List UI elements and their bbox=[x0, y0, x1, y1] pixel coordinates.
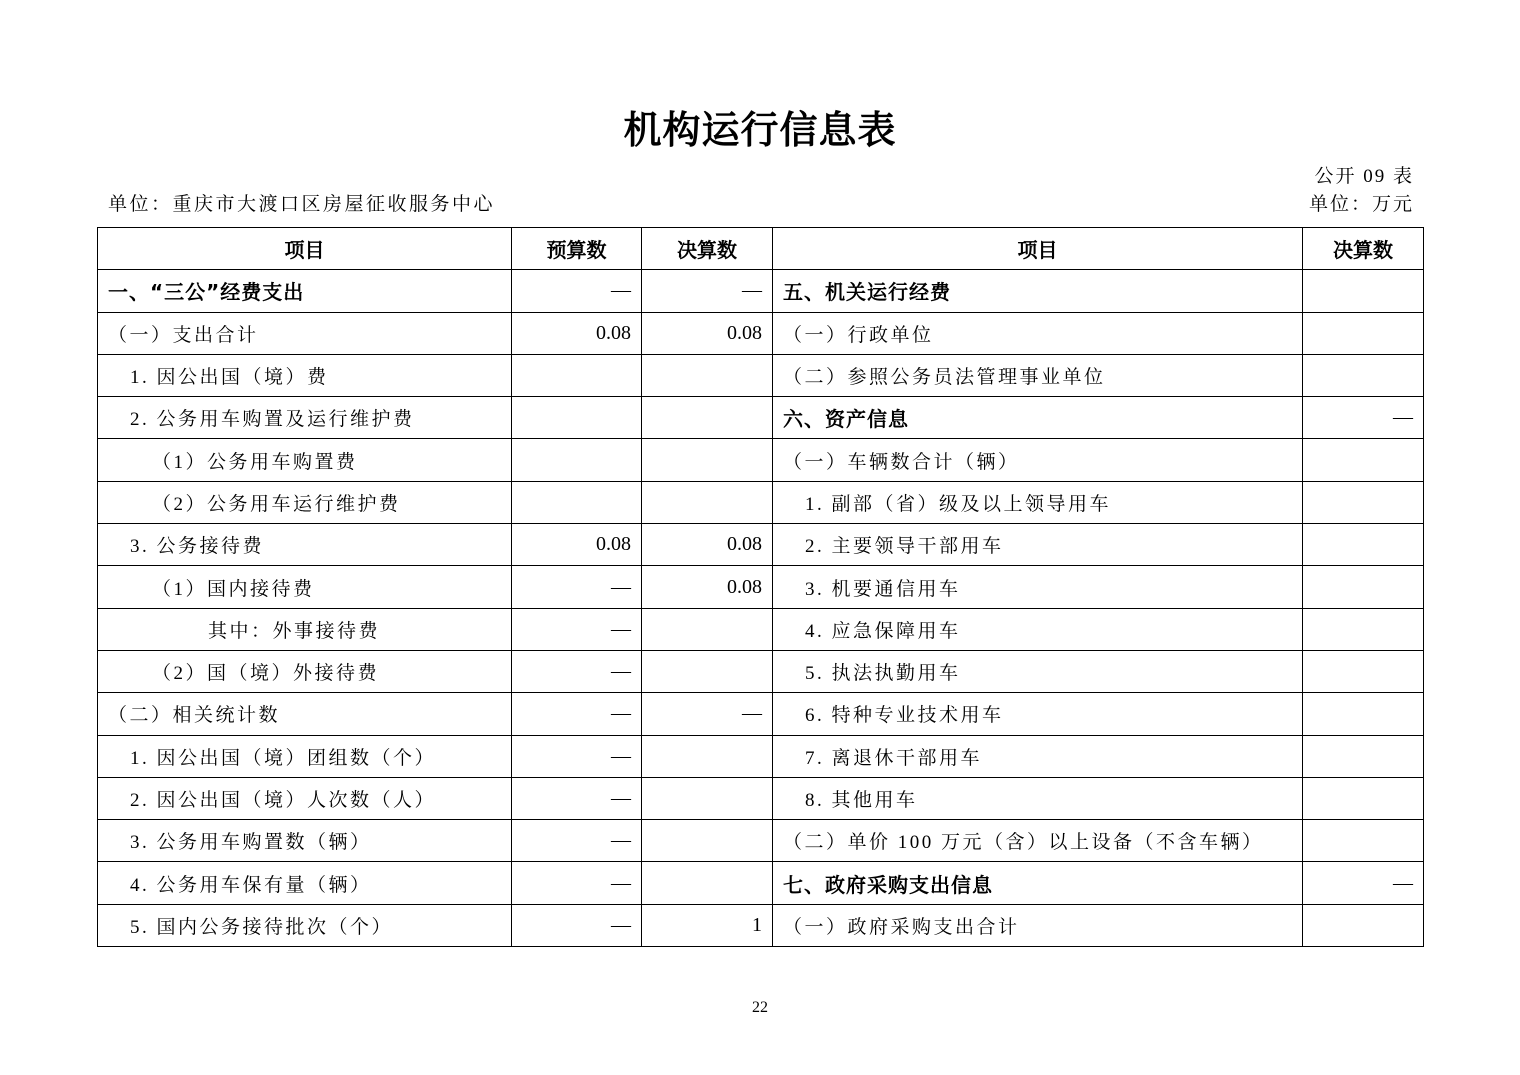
right-final-cell bbox=[1303, 693, 1424, 735]
left-item-cell: 5. 国内公务接待批次（个） bbox=[98, 904, 512, 946]
table-row bbox=[98, 354, 1424, 396]
right-item-cell: 五、机关运行经费 bbox=[773, 270, 1303, 312]
left-item-cell: （一）支出合计 bbox=[98, 312, 512, 354]
budget-cell: 0.08 bbox=[512, 524, 642, 566]
budget-cell bbox=[512, 439, 642, 481]
right-final-cell bbox=[1303, 608, 1424, 650]
table-row bbox=[98, 904, 1424, 946]
final-cell: 1 bbox=[642, 904, 773, 946]
right-item-cell: 8. 其他用车 bbox=[773, 777, 1303, 819]
right-final-cell bbox=[1303, 270, 1424, 312]
left-item-cell: （2）公务用车运行维护费 bbox=[98, 481, 512, 523]
right-final-cell bbox=[1303, 566, 1424, 608]
final-cell bbox=[642, 608, 773, 650]
left-item-cell: 3. 公务用车购置数（辆） bbox=[98, 820, 512, 862]
right-final-cell: — bbox=[1303, 862, 1424, 904]
right-item-cell: 7. 离退休干部用车 bbox=[773, 735, 1303, 777]
right-final-cell bbox=[1303, 904, 1424, 946]
right-item-cell: （二）单价 100 万元（含）以上设备（不含车辆） bbox=[773, 820, 1303, 862]
header-final: 决算数 bbox=[642, 228, 773, 270]
final-cell bbox=[642, 820, 773, 862]
right-item-cell: 6. 特种专业技术用车 bbox=[773, 693, 1303, 735]
form-number: 公开 09 表 bbox=[1314, 166, 1414, 187]
right-final-cell bbox=[1303, 312, 1424, 354]
right-item-cell: 七、政府采购支出信息 bbox=[773, 862, 1303, 904]
right-item-cell: （二）参照公务员法管理事业单位 bbox=[773, 354, 1303, 396]
right-final-cell bbox=[1303, 524, 1424, 566]
header-right-item: 项目 bbox=[773, 228, 1303, 270]
left-item-cell: 2. 公务用车购置及运行维护费 bbox=[98, 397, 512, 439]
right-item-cell: 1. 副部（省）级及以上领导用车 bbox=[773, 481, 1303, 523]
page-number: 22 bbox=[752, 999, 768, 1016]
budget-cell: 0.08 bbox=[512, 312, 642, 354]
right-final-cell bbox=[1303, 777, 1424, 819]
budget-cell bbox=[512, 397, 642, 439]
final-cell: 0.08 bbox=[642, 312, 773, 354]
budget-cell: — bbox=[512, 693, 642, 735]
table-row bbox=[98, 481, 1424, 523]
final-cell: 0.08 bbox=[642, 524, 773, 566]
reporting-unit: 单位：重庆市大渡口区房屋征收服务中心 bbox=[108, 194, 496, 215]
table-row bbox=[98, 566, 1424, 608]
left-item-cell: 一、“三公”经费支出 bbox=[98, 270, 512, 312]
left-item-cell: 2. 因公出国（境）人次数（人） bbox=[98, 777, 512, 819]
right-item-cell: 5. 执法执勤用车 bbox=[773, 650, 1303, 692]
right-final-cell: — bbox=[1303, 397, 1424, 439]
left-item-cell: 其中：外事接待费 bbox=[98, 608, 512, 650]
right-item-cell: 3. 机要通信用车 bbox=[773, 566, 1303, 608]
table-row bbox=[98, 439, 1424, 481]
final-cell bbox=[642, 481, 773, 523]
table-row bbox=[98, 397, 1424, 439]
budget-cell bbox=[512, 354, 642, 396]
left-item-cell: 4. 公务用车保有量（辆） bbox=[98, 862, 512, 904]
final-cell bbox=[642, 862, 773, 904]
left-item-cell: （二）相关统计数 bbox=[98, 693, 512, 735]
right-item-cell: 六、资产信息 bbox=[773, 397, 1303, 439]
final-cell bbox=[642, 650, 773, 692]
right-final-cell bbox=[1303, 354, 1424, 396]
table-row bbox=[98, 312, 1424, 354]
right-item-cell: （一）车辆数合计（辆） bbox=[773, 439, 1303, 481]
final-cell: — bbox=[642, 693, 773, 735]
left-item-cell: （2）国（境）外接待费 bbox=[98, 650, 512, 692]
budget-cell: — bbox=[512, 862, 642, 904]
right-final-cell bbox=[1303, 481, 1424, 523]
table-header-row bbox=[98, 228, 1424, 270]
budget-cell: — bbox=[512, 904, 642, 946]
final-cell bbox=[642, 735, 773, 777]
right-item-cell: （一）政府采购支出合计 bbox=[773, 904, 1303, 946]
page-title: 机构运行信息表 bbox=[623, 108, 897, 152]
budget-cell: — bbox=[512, 650, 642, 692]
final-cell: 0.08 bbox=[642, 566, 773, 608]
right-final-cell bbox=[1303, 735, 1424, 777]
right-item-cell: 4. 应急保障用车 bbox=[773, 608, 1303, 650]
right-final-cell bbox=[1303, 439, 1424, 481]
right-final-cell bbox=[1303, 650, 1424, 692]
right-final-cell bbox=[1303, 820, 1424, 862]
final-cell: — bbox=[642, 270, 773, 312]
header-item: 项目 bbox=[98, 228, 512, 270]
right-item-cell: 2. 主要领导干部用车 bbox=[773, 524, 1303, 566]
info-table bbox=[97, 227, 1424, 947]
right-item-cell: （一）行政单位 bbox=[773, 312, 1303, 354]
final-cell bbox=[642, 439, 773, 481]
final-cell bbox=[642, 354, 773, 396]
table-row bbox=[98, 735, 1424, 777]
final-cell bbox=[642, 397, 773, 439]
budget-cell: — bbox=[512, 270, 642, 312]
table-row bbox=[98, 650, 1424, 692]
table-row bbox=[98, 270, 1424, 312]
table-row bbox=[98, 777, 1424, 819]
table-row bbox=[98, 693, 1424, 735]
budget-cell: — bbox=[512, 735, 642, 777]
table-row bbox=[98, 524, 1424, 566]
left-item-cell: （1）公务用车购置费 bbox=[98, 439, 512, 481]
table-row bbox=[98, 608, 1424, 650]
budget-cell: — bbox=[512, 820, 642, 862]
left-item-cell: 3. 公务接待费 bbox=[98, 524, 512, 566]
final-cell bbox=[642, 777, 773, 819]
budget-cell: — bbox=[512, 777, 642, 819]
header-right-final: 决算数 bbox=[1303, 228, 1424, 270]
table-row bbox=[98, 862, 1424, 904]
currency-unit: 单位：万元 bbox=[1308, 194, 1414, 215]
budget-cell bbox=[512, 481, 642, 523]
header-budget: 预算数 bbox=[512, 228, 642, 270]
budget-cell: — bbox=[512, 608, 642, 650]
budget-cell: — bbox=[512, 566, 642, 608]
left-item-cell: 1. 因公出国（境）团组数（个） bbox=[98, 735, 512, 777]
left-item-cell: （1）国内接待费 bbox=[98, 566, 512, 608]
table-row bbox=[98, 820, 1424, 862]
left-item-cell: 1. 因公出国（境）费 bbox=[98, 354, 512, 396]
